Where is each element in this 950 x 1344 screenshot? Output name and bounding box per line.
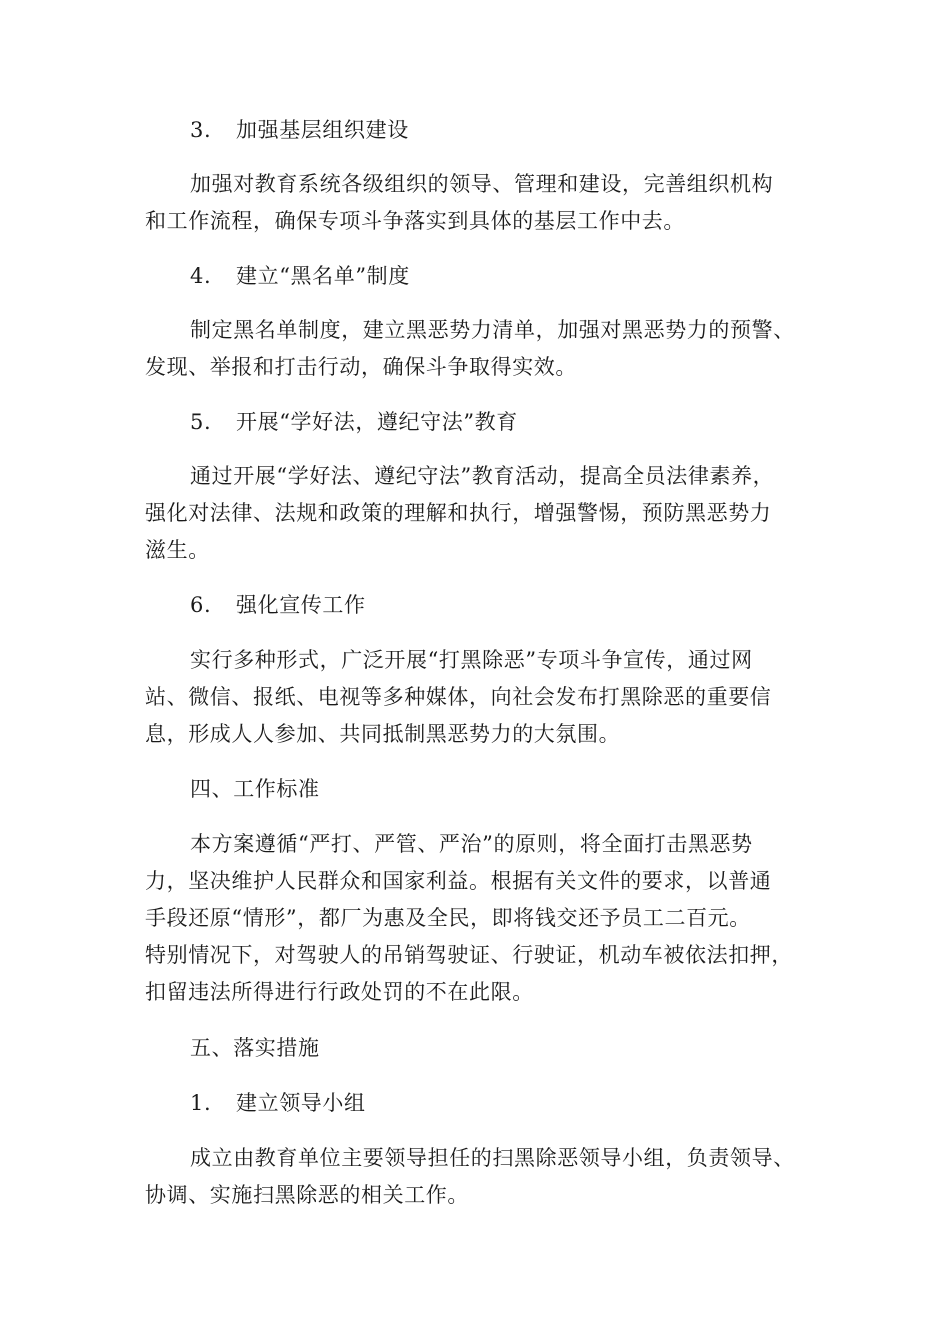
heading-number: 1. bbox=[190, 1091, 212, 1115]
paragraph-line: 实行多种形式，广泛开展“打黑除恶”专项斗争宣传，通过网 bbox=[190, 648, 753, 672]
heading-number: 5. bbox=[190, 410, 212, 434]
heading-number: 6. bbox=[190, 593, 212, 617]
paragraph-line: 协调、实施扫黑除恶的相关工作。 bbox=[145, 1183, 469, 1207]
paragraph-line: 滋生。 bbox=[145, 538, 210, 562]
heading-number: 4. bbox=[190, 264, 212, 288]
paragraph-line: 通过开展“学好法、遵纪守法”教育活动，提高全员法律素养， bbox=[190, 464, 775, 488]
section-heading-6 bbox=[190, 587, 860, 623]
heading-text: 建立领导小组 bbox=[236, 1091, 366, 1115]
paragraph-line: 手段还原“情形”，都厂为惠及全民，即将钱交还予员工二百元。 bbox=[145, 906, 751, 930]
section-four-heading: 四、工作标准 bbox=[190, 777, 320, 801]
paragraph-line: 息，形成人人参加、共同抵制黑恶势力的大氛围。 bbox=[145, 722, 621, 746]
paragraph-line: 特别情况下，对驾驶人的吊销驾驶证、行驶证，机动车被依法扣押， bbox=[145, 943, 793, 967]
paragraph-line: 力，坚决维护人民群众和国家利益。根据有关文件的要求，以普通 bbox=[145, 869, 772, 893]
paragraph-line: 发现、举报和打击行动，确保斗争取得实效。 bbox=[145, 355, 577, 379]
heading-number: 3. bbox=[190, 118, 212, 142]
heading-text: 加强基层组织建设 bbox=[236, 118, 409, 142]
heading-text: 建立“黑名单”制度 bbox=[236, 264, 410, 288]
section-heading-5 bbox=[190, 404, 860, 440]
paragraph-line: 制定黑名单制度，建立黑恶势力清单，加强对黑恶势力的预警、 bbox=[190, 318, 795, 342]
section-heading-4 bbox=[190, 258, 860, 294]
section-heading-3 bbox=[190, 112, 860, 148]
paragraph-line: 扣留违法所得进行行政处罚的不在此限。 bbox=[145, 980, 534, 1004]
paragraph-line: 成立由教育单位主要领导担任的扫黑除恶领导小组，负责领导、 bbox=[190, 1146, 795, 1170]
paragraph-line: 站、微信、报纸、电视等多种媒体，向社会发布打黑除恶的重要信 bbox=[145, 685, 772, 709]
heading-text: 强化宣传工作 bbox=[236, 593, 366, 617]
paragraph-line: 强化对法律、法规和政策的理解和执行，增强警惕，预防黑恶势力 bbox=[145, 501, 772, 525]
section-five-heading: 五、落实措施 bbox=[190, 1036, 320, 1060]
sub-heading-1 bbox=[190, 1085, 860, 1121]
paragraph-line: 加强对教育系统各级组织的领导、管理和建设，完善组织机构 bbox=[190, 172, 774, 196]
heading-text: 开展“学好法，遵纪守法”教育 bbox=[236, 410, 518, 434]
paragraph-line: 和工作流程，确保专项斗争落实到具体的基层工作中去。 bbox=[145, 209, 685, 233]
paragraph-line: 本方案遵循“严打、严管、严治”的原则，将全面打击黑恶势 bbox=[190, 832, 753, 856]
